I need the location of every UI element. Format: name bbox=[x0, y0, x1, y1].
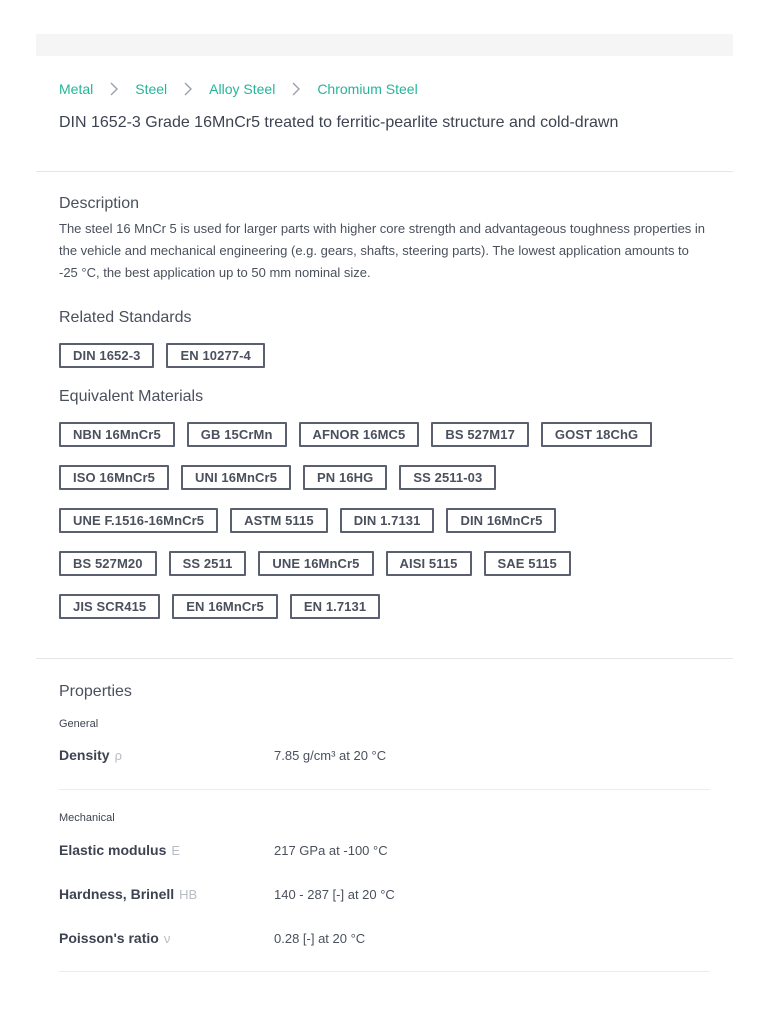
material-tag[interactable]: GB 15CrMn bbox=[187, 422, 287, 447]
material-tag[interactable]: UNI 16MnCr5 bbox=[181, 465, 291, 490]
material-tag[interactable]: BS 527M20 bbox=[59, 551, 157, 576]
property-name bbox=[59, 842, 180, 858]
material-tag[interactable]: DIN 1.7131 bbox=[340, 508, 435, 533]
breadcrumb-alloy-steel[interactable]: Alloy Steel bbox=[209, 81, 276, 97]
equivalent-row bbox=[59, 594, 392, 619]
chevron-right-icon bbox=[180, 81, 196, 97]
property-label: Hardness, Brinell bbox=[59, 886, 175, 902]
chevron-right-icon bbox=[288, 81, 304, 97]
description-text: The steel 16 MnCr 5 is used for larger parts with higher core strength and advantageous toughness properties in the vehicle and mechanical engineering (e.g. gears, shafts, steering parts). The lowest application amounts to -25 °C, the best application up to 50 mm nominal size. bbox=[59, 221, 706, 280]
properties-card bbox=[36, 658, 733, 1025]
property-value: 7.85 g/cm³ at 20 °C bbox=[274, 748, 387, 763]
material-tag[interactable]: EN 1.7131 bbox=[290, 594, 380, 619]
breadcrumb-metal[interactable]: Metal bbox=[59, 81, 94, 97]
property-label: Elastic modulus bbox=[59, 842, 167, 858]
property-symbol: ρ bbox=[114, 748, 122, 763]
equivalent-row bbox=[59, 508, 568, 533]
material-tag[interactable]: DIN 16MnCr5 bbox=[446, 508, 556, 533]
material-tag[interactable]: EN 16MnCr5 bbox=[172, 594, 278, 619]
details-card bbox=[36, 171, 733, 658]
property-value: 217 GPa at -100 °C bbox=[274, 843, 388, 858]
standard-tag[interactable]: EN 10277-4 bbox=[166, 343, 264, 368]
breadcrumb-chromium-steel[interactable]: Chromium Steel bbox=[317, 81, 418, 97]
material-tag[interactable]: UNE 16MnCr5 bbox=[258, 551, 373, 576]
header-card bbox=[36, 56, 733, 170]
material-tag[interactable]: UNE F.1516-16MnCr5 bbox=[59, 508, 218, 533]
related-standards-heading: Related Standards bbox=[59, 309, 192, 326]
property-value: 0.28 [-] at 20 °C bbox=[274, 931, 366, 946]
property-label: Poisson's ratio bbox=[59, 930, 159, 946]
divider bbox=[59, 971, 710, 972]
equivalent-row bbox=[59, 465, 508, 490]
group-label-general: General bbox=[59, 718, 99, 730]
equivalent-row bbox=[59, 551, 583, 576]
material-tag[interactable]: PN 16HG bbox=[303, 465, 387, 490]
related-standards-list bbox=[59, 343, 277, 368]
material-tag[interactable]: AISI 5115 bbox=[386, 551, 472, 576]
top-bar bbox=[36, 34, 733, 56]
material-tag[interactable]: GOST 18ChG bbox=[541, 422, 652, 447]
property-symbol: E bbox=[171, 843, 181, 858]
group-label-mechanical: Mechanical bbox=[59, 812, 115, 824]
material-tag[interactable]: ISO 16MnCr5 bbox=[59, 465, 169, 490]
material-tag[interactable]: SAE 5115 bbox=[484, 551, 571, 576]
property-name bbox=[59, 886, 197, 902]
material-tag[interactable]: NBN 16MnCr5 bbox=[59, 422, 175, 447]
chevron-right-icon bbox=[106, 81, 122, 97]
equivalent-materials-heading: Equivalent Materials bbox=[59, 388, 204, 405]
material-tag[interactable]: SS 2511 bbox=[169, 551, 247, 576]
property-name bbox=[59, 930, 170, 946]
properties-heading: Properties bbox=[59, 683, 132, 700]
property-name bbox=[59, 747, 122, 763]
material-tag[interactable]: JIS SCR415 bbox=[59, 594, 160, 619]
material-tag[interactable]: ASTM 5115 bbox=[230, 508, 328, 533]
standard-tag[interactable]: DIN 1652-3 bbox=[59, 343, 154, 368]
description-heading: Description bbox=[59, 195, 140, 212]
material-tag[interactable]: AFNOR 16MC5 bbox=[299, 422, 420, 447]
breadcrumb-steel[interactable]: Steel bbox=[135, 81, 168, 97]
equivalent-row bbox=[59, 422, 664, 447]
breadcrumb bbox=[59, 81, 418, 97]
material-tag[interactable]: BS 527M17 bbox=[431, 422, 529, 447]
property-symbol: ν bbox=[163, 931, 171, 946]
property-label: Density bbox=[59, 747, 110, 763]
material-tag[interactable]: SS 2511-03 bbox=[399, 465, 496, 490]
property-value: 140 - 287 [-] at 20 °C bbox=[274, 887, 395, 902]
property-symbol: HB bbox=[179, 887, 198, 902]
divider bbox=[59, 789, 710, 790]
page-title: DIN 1652-3 Grade 16MnCr5 treated to ferritic-pearlite structure and cold-drawn bbox=[59, 114, 619, 131]
